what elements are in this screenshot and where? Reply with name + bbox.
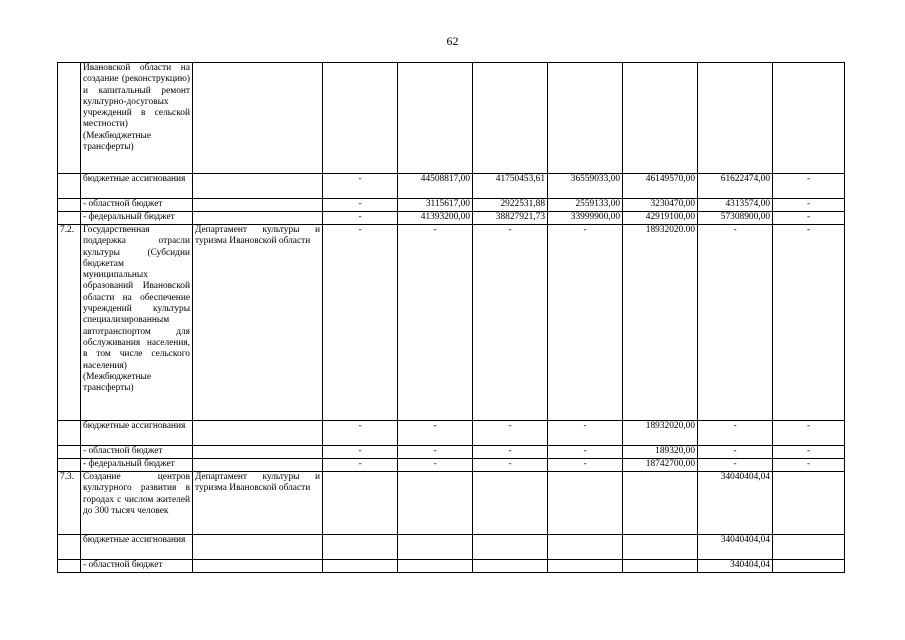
amount-cell: - (698, 225, 773, 421)
amount-cell (773, 560, 845, 573)
item-name-cell: Ивановской области на создание (реконструкцию) и капитальный ремонт культурно-досуговых учреждений в сельской местности) (Межбюджетные трансферты) (81, 63, 193, 174)
amount-cell (323, 535, 398, 560)
amount-cell: 2922531,88 (473, 199, 548, 212)
amount-cell: 61622474,00 (698, 174, 773, 199)
amount-cell: - (473, 225, 548, 421)
amount-cell: - (323, 446, 398, 459)
amount-cell: - (773, 421, 845, 446)
row-number-cell (58, 446, 81, 459)
executor-cell (193, 174, 323, 199)
amount-cell (398, 560, 473, 573)
page-number: 62 (446, 34, 459, 48)
table-row (58, 225, 845, 421)
table-row (58, 63, 845, 174)
amount-cell: 57308900,00 (698, 212, 773, 225)
amount-cell: - (698, 459, 773, 472)
amount-cell: 18932020.00 (623, 225, 698, 421)
amount-cell (548, 535, 623, 560)
budget-table (57, 62, 845, 573)
amount-cell (623, 63, 698, 174)
amount-cell: 46149570,00 (623, 174, 698, 199)
amount-cell (398, 472, 473, 535)
amount-cell: - (473, 459, 548, 472)
executor-cell (193, 459, 323, 472)
amount-cell: - (323, 174, 398, 199)
amount-cell (323, 560, 398, 573)
item-name-cell: Государственная поддержка отрасли культуры (Субсидии бюджетам муниципальных образований Ивановской области на обеспечение учреждений культуры специализированным автотранспортом для обслуживания населения, в том числе сельского населения) (Межбюджетные трансферты) (81, 225, 193, 421)
row-number-cell (58, 421, 81, 446)
amount-cell: - (398, 225, 473, 421)
amount-cell: - (398, 459, 473, 472)
amount-cell: - (773, 174, 845, 199)
amount-cell (623, 535, 698, 560)
table-row (58, 199, 845, 212)
amount-cell: 44508817,00 (398, 174, 473, 199)
amount-cell: - (548, 459, 623, 472)
amount-cell: - (773, 459, 845, 472)
item-name-cell: - федеральный бюджет (81, 459, 193, 472)
amount-cell: 18742700,00 (623, 459, 698, 472)
executor-cell (193, 535, 323, 560)
item-name-cell: Создание центров культурного развития в городах с числом жителей до 300 тысяч человек (81, 472, 193, 535)
executor-cell: Департамент культуры и туризма Ивановской области (193, 225, 323, 421)
row-number-cell (58, 212, 81, 225)
amount-cell: - (548, 225, 623, 421)
row-number-cell (58, 63, 81, 174)
amount-cell (323, 472, 398, 535)
amount-cell: - (398, 421, 473, 446)
row-number-cell (58, 174, 81, 199)
amount-cell: 38827921,73 (473, 212, 548, 225)
amount-cell: 340404,04 (698, 560, 773, 573)
amount-cell: - (548, 446, 623, 459)
amount-cell: - (473, 421, 548, 446)
table-row (58, 560, 845, 573)
amount-cell: 3115617,00 (398, 199, 473, 212)
amount-cell (473, 560, 548, 573)
amount-cell (398, 535, 473, 560)
amount-cell: 34040404,04 (698, 472, 773, 535)
item-name-cell: - областной бюджет (81, 199, 193, 212)
table-row (58, 535, 845, 560)
amount-cell (323, 63, 398, 174)
amount-cell: 4313574,00 (698, 199, 773, 212)
amount-cell: - (773, 212, 845, 225)
amount-cell: 189320,00 (623, 446, 698, 459)
amount-cell (548, 472, 623, 535)
row-number-cell: 7.2. (58, 225, 81, 421)
executor-cell (193, 446, 323, 459)
item-name-cell: бюджетные ассигнования (81, 174, 193, 199)
amount-cell: 18932020,00 (623, 421, 698, 446)
item-name-cell: бюджетные ассигнования (81, 421, 193, 446)
item-name-cell: бюджетные ассигнования (81, 535, 193, 560)
amount-cell (773, 63, 845, 174)
amount-cell: 33999900,00 (548, 212, 623, 225)
amount-cell: - (473, 446, 548, 459)
amount-cell: 36559033,00 (548, 174, 623, 199)
item-name-cell: - областной бюджет (81, 560, 193, 573)
executor-cell (193, 560, 323, 573)
amount-cell (473, 535, 548, 560)
row-number-cell (58, 199, 81, 212)
amount-cell (473, 472, 548, 535)
table-row (58, 421, 845, 446)
amount-cell: - (323, 459, 398, 472)
amount-cell (473, 63, 548, 174)
amount-cell: - (548, 421, 623, 446)
amount-cell (548, 560, 623, 573)
amount-cell: - (698, 421, 773, 446)
amount-cell (548, 63, 623, 174)
table-row (58, 174, 845, 199)
item-name-cell: - федеральный бюджет (81, 212, 193, 225)
amount-cell: 2559133,00 (548, 199, 623, 212)
amount-cell: - (773, 199, 845, 212)
amount-cell: 34040404,04 (698, 535, 773, 560)
amount-cell: - (323, 212, 398, 225)
amount-cell: 42919100,00 (623, 212, 698, 225)
amount-cell (773, 535, 845, 560)
amount-cell (398, 63, 473, 174)
row-number-cell (58, 560, 81, 573)
table-row (58, 212, 845, 225)
row-number-cell: 7.3. (58, 472, 81, 535)
amount-cell: - (698, 446, 773, 459)
amount-cell (698, 63, 773, 174)
row-number-cell (58, 535, 81, 560)
amount-cell: 41393200,00 (398, 212, 473, 225)
executor-cell (193, 212, 323, 225)
amount-cell: - (773, 225, 845, 421)
executor-cell (193, 421, 323, 446)
row-number-cell (58, 459, 81, 472)
item-name-cell: - областной бюджет (81, 446, 193, 459)
amount-cell: - (398, 446, 473, 459)
amount-cell: - (323, 421, 398, 446)
table-row (58, 459, 845, 472)
table-row (58, 472, 845, 535)
amount-cell (623, 560, 698, 573)
executor-cell: Департамент культуры и туризма Ивановской области (193, 472, 323, 535)
amount-cell: - (323, 225, 398, 421)
amount-cell (773, 472, 845, 535)
amount-cell: 3230470,00 (623, 199, 698, 212)
executor-cell (193, 199, 323, 212)
executor-cell (193, 63, 323, 174)
table-row (58, 446, 845, 459)
amount-cell (623, 472, 698, 535)
amount-cell: - (323, 199, 398, 212)
amount-cell: 41750453,61 (473, 174, 548, 199)
amount-cell: - (773, 446, 845, 459)
